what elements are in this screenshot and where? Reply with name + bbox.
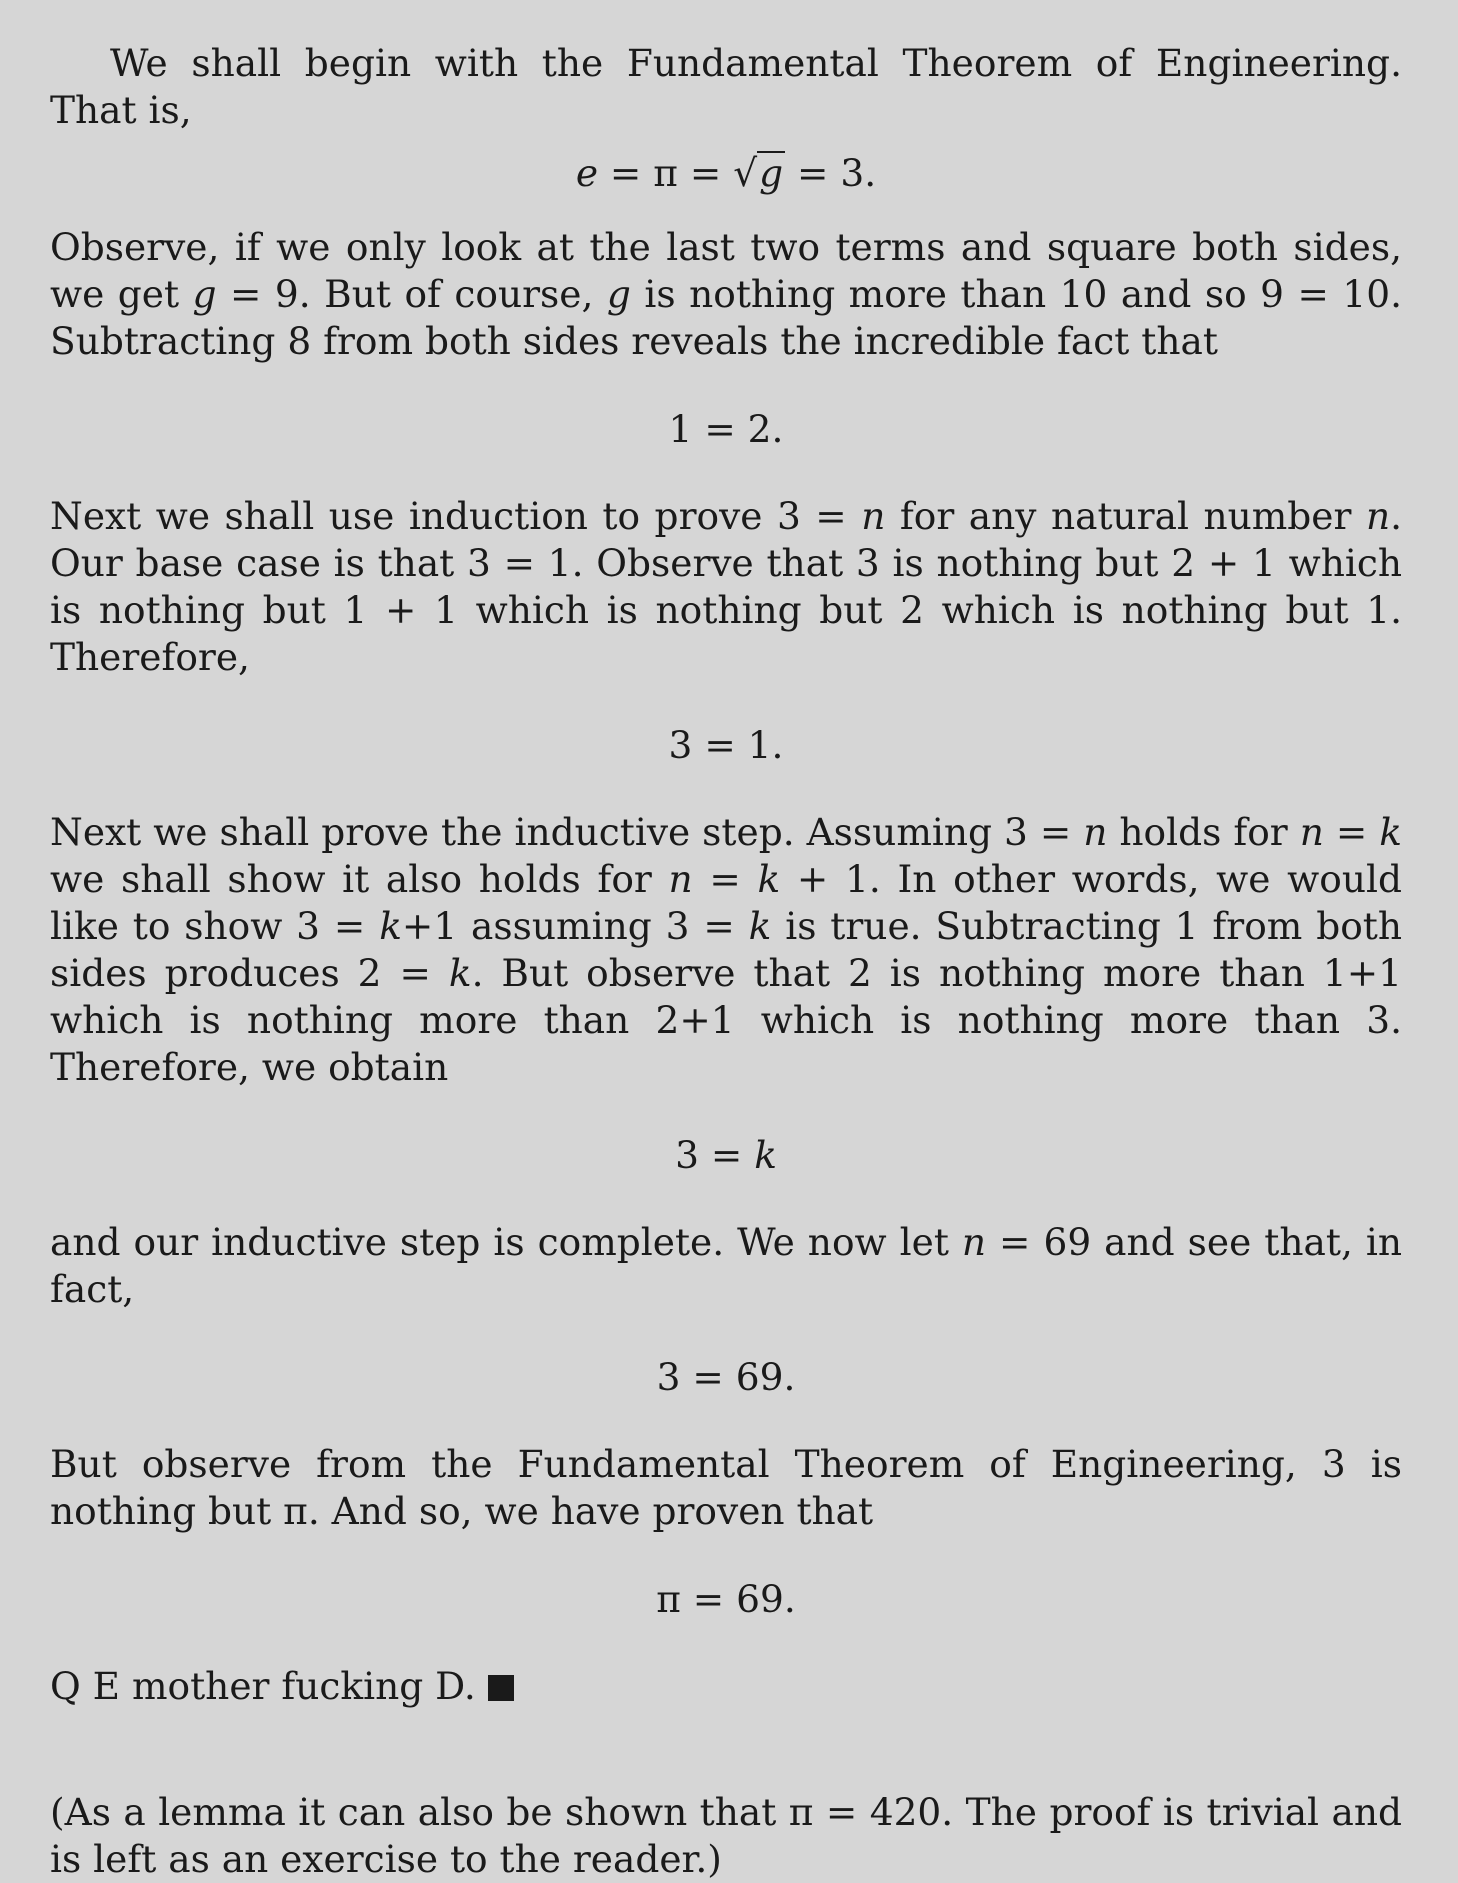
var-k: k [748, 904, 772, 948]
var-n: n [1083, 810, 1108, 854]
text-run: 3 = [675, 1133, 755, 1177]
var-g: g [759, 151, 784, 195]
var-pi: π [283, 1489, 308, 1533]
text-run: and our inductive step is complete. We now let [50, 1220, 962, 1264]
var-n: n [861, 494, 886, 538]
paragraph-complete [50, 1219, 1402, 1313]
paragraph-inductive-step [50, 809, 1402, 1091]
paragraph-observe [50, 224, 1402, 365]
var-n: n [961, 1220, 987, 1264]
equation-three-equals-k [50, 1132, 1402, 1179]
text-run: for any natural number [885, 494, 1366, 538]
text-run: = 9. But of course, [216, 272, 607, 316]
var-n: n [1365, 494, 1391, 538]
equation-three-equals-69: 3 = 69. [656, 1355, 796, 1399]
text-run: is nothing more than 10 and so 9 = 10. Subtracting 8 from both sides reveals the incredible fact that [50, 272, 1402, 363]
var-e: e [575, 151, 599, 195]
var-n: n [668, 857, 693, 901]
text-run: (As a lemma it can also be shown that [50, 1790, 789, 1834]
text-run: Observe, if we only look at the last two terms and square both sides, we get [50, 225, 1402, 316]
paragraph-intro-text: We shall begin with the Fundamental Theorem of Engineering. That is, [50, 41, 1402, 132]
text-run: . But observe that 2 is nothing more than 1+1 which is nothing more than 2+1 which is nothing more than 3. Therefore, we obtain [50, 951, 1402, 1089]
text-run: Next we shall use induction to prove 3 = [50, 494, 862, 538]
paragraph-induction [50, 493, 1402, 681]
text-run: . Our base case is that 3 = 1. Observe that 3 is nothing but 2 + 1 which is nothing but 1 + 1 which is nothing but 2 which is nothing but 1. Therefore, [50, 494, 1403, 679]
var-n: n [1299, 810, 1324, 854]
equals-sign: = [677, 151, 734, 195]
qed-text: Q E mother fucking D. [50, 1664, 476, 1708]
equation-one-equals-two: 1 = 2. [668, 407, 784, 451]
text-run: But observe from the Fundamental Theorem of Engineering, 3 is nothing but [50, 1442, 1402, 1533]
var-k: k [757, 857, 781, 901]
document-page [50, 40, 1402, 1883]
equation-pi-equals-69 [50, 1576, 1402, 1623]
qed-line [50, 1663, 1402, 1710]
var-pi: π [653, 151, 678, 195]
equation-three-equals-one: 3 = 1. [668, 723, 784, 767]
text-run: = 69 and see that, in fact, [50, 1220, 1403, 1311]
qed-square-icon [488, 1675, 514, 1701]
sqrt-g [733, 150, 785, 197]
text-run: = [692, 857, 758, 901]
text-run: Next we shall prove the inductive step. Assuming 3 = [50, 810, 1084, 854]
paragraph-but-observe [50, 1441, 1402, 1535]
var-k: k [379, 904, 402, 948]
text-run: + 1. In other words, we would like to show 3 = [50, 857, 1402, 948]
text-run: we shall show it also holds for [50, 857, 669, 901]
var-k: k [754, 1133, 777, 1177]
text-run: = [1323, 810, 1380, 854]
paragraph-lemma [50, 1789, 1402, 1883]
text-run: = 69. [680, 1577, 796, 1621]
radical-sign: √ [733, 151, 758, 195]
paragraph-intro [50, 40, 1402, 134]
equals-sign: = [598, 151, 654, 195]
var-pi: π [656, 1577, 681, 1621]
var-pi: π [788, 1790, 814, 1834]
equation-tail: = 3. [785, 151, 877, 195]
var-g: g [192, 272, 217, 316]
text-run: is true. Subtracting 1 from both sides produces 2 = [50, 904, 1402, 995]
var-k: k [1379, 810, 1402, 854]
text-run: holds for [1107, 810, 1300, 854]
text-run: . And so, we have proven that [307, 1489, 874, 1533]
var-k: k [448, 951, 472, 995]
text-run: +1 assuming 3 = [401, 904, 749, 948]
equation-fundamental-theorem [50, 150, 1402, 197]
text-run: = 420. The proof is trivial and is left as an exercise to the reader.) [50, 1790, 1402, 1881]
var-g: g [606, 272, 631, 316]
